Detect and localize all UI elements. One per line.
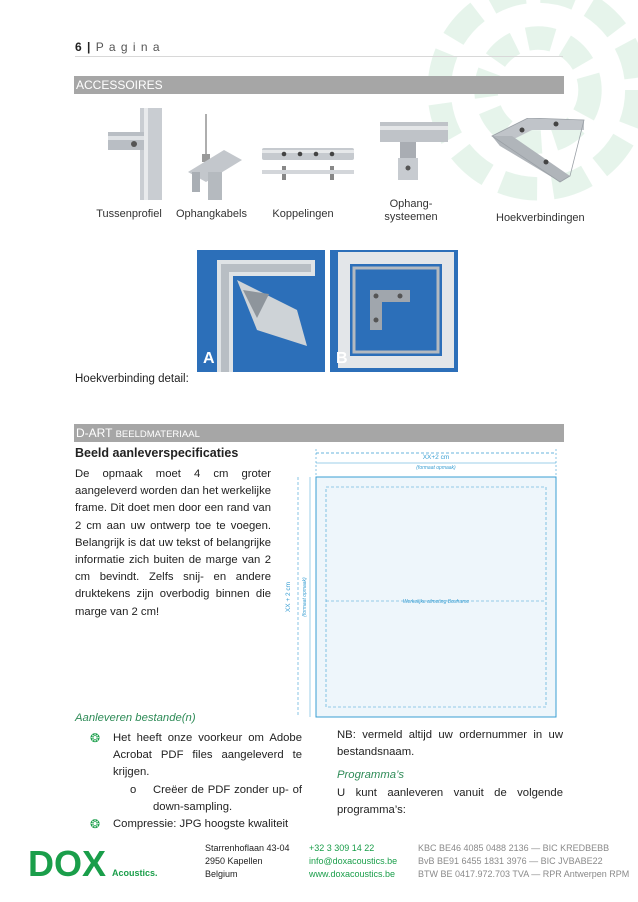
ophangsysteem-image (380, 122, 448, 186)
section-dart-title: D-ART (76, 426, 116, 440)
tussenprofiel-image (108, 108, 173, 200)
print-spec-diagram (280, 445, 570, 720)
label-ophangsysteem-line1: Ophang- (389, 198, 433, 210)
label-ophangsysteem-line2: systeemen (384, 211, 438, 223)
label-ophangsysteem (382, 198, 440, 224)
footer-address (205, 842, 290, 881)
list-item (90, 730, 302, 782)
footer-address-line: 2950 Kapellen (205, 856, 263, 866)
programmas-heading: Programma’s (337, 769, 404, 782)
detail-photo-b-image (330, 250, 458, 372)
files-list (90, 730, 302, 833)
footer-email[interactable]: info@doxacoustics.be (309, 856, 398, 866)
label-tussenprofiel: Tussenprofiel (96, 208, 162, 220)
page-separator: | (87, 40, 92, 54)
section-dart (74, 424, 564, 442)
top-dimension-sublabel: (formaat opmaak) (416, 465, 456, 471)
section-dart-subtitle: BEELDMATERIAAL (115, 429, 200, 440)
logo-subtext: Acoustics. (112, 868, 158, 878)
footer-address-line: Belgium (205, 869, 238, 879)
footer-bank-line: BTW BE 0417.972.703 TVA — RPR Antwerpen RPM (418, 869, 630, 879)
side-dimension-sublabel: (formaat opmaak) (302, 577, 308, 617)
footer-website[interactable]: www.doxacoustics.be (309, 869, 396, 879)
files-sub-bullet-1: Creëer de PDF zonder up- of down-sampling. (153, 783, 302, 813)
detail-letter-b: B (336, 350, 348, 367)
detail-caption: Hoekverbinding detail: (75, 373, 189, 385)
footer-bank (418, 842, 629, 881)
detail-photo-b (330, 250, 458, 372)
dox-logo (28, 844, 198, 889)
header-divider (75, 56, 563, 57)
footer-contact (309, 842, 397, 881)
footer-bank-line: KBC BE46 4085 0488 2136 — BIC KREDBEBB (418, 843, 610, 853)
footer-address-line: Starrenhoflaan 43-04 (205, 843, 290, 853)
side-dimension-label: XX + 2 cm (285, 581, 292, 613)
top-dimension-label: XX+2 cm (422, 454, 450, 461)
files-bullet-2: Compressie: JPG hoogste kwaliteit (113, 818, 289, 831)
detail-letter-a: A (203, 350, 215, 367)
page-number: 6 (75, 40, 83, 54)
list-item (90, 816, 302, 833)
page-header (75, 40, 161, 54)
detail-photo-a-image (197, 250, 325, 372)
page-word: P a g i n a (95, 40, 161, 54)
dox-logo-mark (28, 844, 198, 884)
files-heading: Aanleveren bestande(n) (75, 712, 196, 724)
programmas-text: U kunt aanleveren vanuit de volgende programma’s: (337, 786, 563, 816)
section-accessoires-title: ACCESSOIRES (76, 78, 163, 92)
flower-bullet-icon: ❂ (90, 731, 101, 745)
label-ophangkabels: Ophangkabels (176, 208, 247, 220)
files-bullet-1: Het heeft onze voorkeur om Adobe Acrobat PDF files aangeleverd te krijgen. (113, 732, 302, 779)
footer-phone[interactable]: +32 3 309 14 22 (309, 843, 375, 853)
sub-bullet-mark: o (130, 783, 137, 796)
section-accessoires (74, 76, 564, 94)
right-column (337, 727, 563, 819)
label-koppelingen: Koppelingen (272, 208, 334, 220)
spec-title: Beeld aanleverspecificaties (75, 446, 239, 460)
brand-watermark (408, 0, 638, 220)
hoekverbinding-image (490, 118, 586, 184)
list-item (90, 782, 302, 816)
detail-photo-a (197, 250, 325, 372)
flower-bullet-icon: ❂ (90, 817, 101, 832)
label-hoekverbindingen: Hoekverbindingen (496, 212, 585, 224)
ophangkabels-image (184, 114, 246, 200)
frame-size-label: Werkelijke afmeting Boxframe (402, 599, 470, 605)
koppelingen-image (262, 142, 354, 182)
print-area-outer (316, 477, 556, 717)
nb-note: NB: vermeld altijd uw ordernummer in uw bestandsnaam. (337, 729, 563, 759)
spec-body: De opmaak moet 4 cm groter aangeleverd worden dan het werkelijke frame. Dit doet men door een rand van 2 cm aan uw ontwerp toe te voegen. Belangrijk is dat uw tekst of belangrijke informatie zich buiten de marge van 2 cm bevindt. Zelfs snij- en andere druktekens zijn overbodig binnen die marge van 2 cm! (75, 468, 271, 618)
footer-bank-line: BvB BE91 6455 1831 3976 — BIC JVBABE22 (418, 856, 603, 866)
logo-text: DOX (28, 844, 107, 884)
